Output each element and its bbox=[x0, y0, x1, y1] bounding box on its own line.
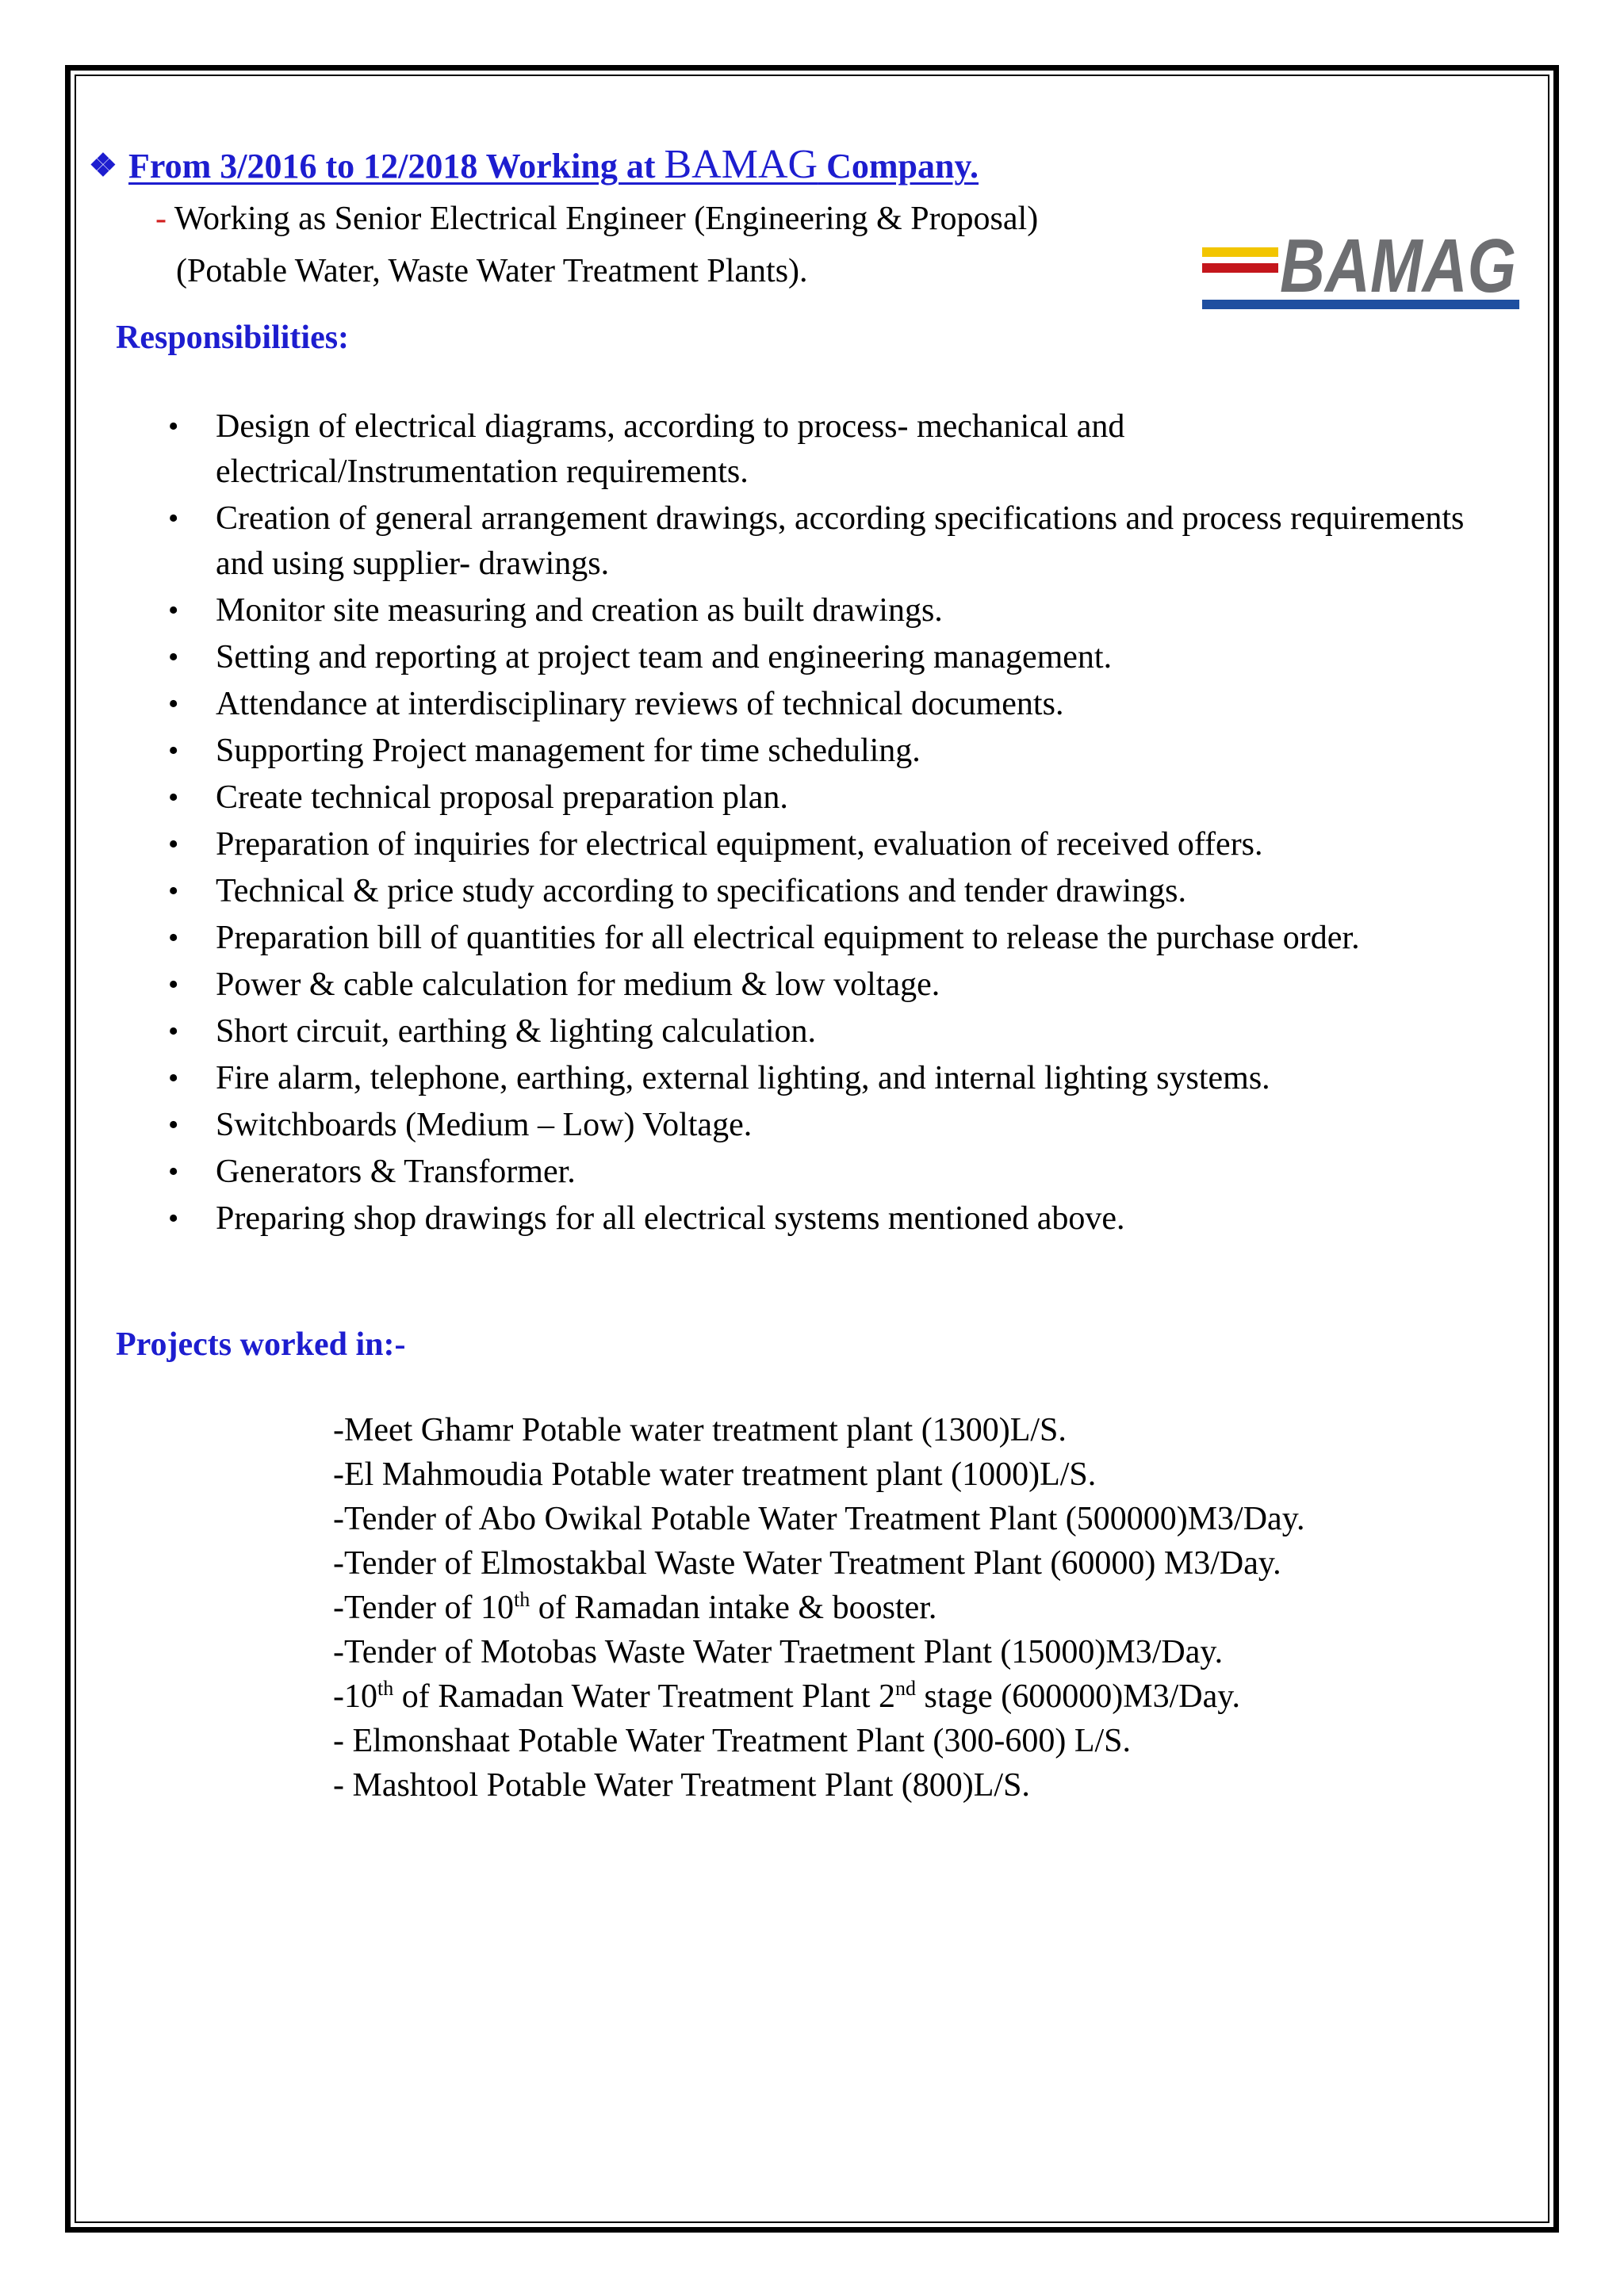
project-item bbox=[333, 1586, 1507, 1630]
diamond-bullet-icon: ❖ bbox=[89, 147, 117, 183]
role-text-1: Working as Senior Electrical Engineer (Engineering & Proposal) bbox=[167, 201, 1039, 237]
responsibilities-list bbox=[159, 404, 1475, 1243]
list-item bbox=[159, 916, 1475, 961]
list-item bbox=[159, 822, 1475, 867]
project-text: -Tender of 10 bbox=[333, 1590, 514, 1626]
job-heading bbox=[89, 141, 979, 188]
role-dash: - bbox=[155, 201, 167, 237]
project-text: stage (600000)M3/Day. bbox=[915, 1678, 1240, 1715]
list-item bbox=[159, 962, 1475, 1008]
bullet-icon: • bbox=[168, 734, 179, 767]
list-item-text: Preparing shop drawings for all electrical systems mentioned above. bbox=[216, 1200, 1125, 1237]
list-item bbox=[159, 1150, 1475, 1195]
projects-title: Projects worked in:- bbox=[116, 1326, 406, 1363]
list-item bbox=[159, 1009, 1475, 1054]
list-item bbox=[159, 1103, 1475, 1148]
list-item bbox=[159, 588, 1475, 633]
job-heading-prefix: From 3/2016 to 12/2018 Working at bbox=[128, 147, 665, 186]
project-item: -Tender of Motobas Waste Water Traetment Plant (15000)M3/Day. bbox=[333, 1634, 1224, 1670]
list-item-text: Attendance at interdisciplinary reviews of technical documents. bbox=[216, 686, 1064, 722]
job-heading-suffix: Company. bbox=[818, 147, 979, 186]
list-item-text: Power & cable calculation for medium & low voltage. bbox=[216, 966, 940, 1003]
bullet-icon: • bbox=[168, 1202, 179, 1235]
project-item bbox=[333, 1674, 1507, 1719]
list-item-text: Creation of general arrangement drawings, according specifications and process requirements and using supplier- drawings. bbox=[216, 500, 1465, 582]
list-item bbox=[159, 775, 1475, 821]
list-item bbox=[159, 682, 1475, 727]
bullet-icon: • bbox=[168, 641, 179, 674]
ordinal-suffix: nd bbox=[894, 1677, 916, 1700]
project-text: -10 bbox=[333, 1678, 377, 1715]
bullet-icon: • bbox=[168, 687, 179, 721]
list-item bbox=[159, 496, 1475, 587]
bullet-icon: • bbox=[168, 410, 179, 443]
list-item-text: Generators & Transformer. bbox=[216, 1154, 576, 1190]
list-item-text: Switchboards (Medium – Low) Voltage. bbox=[216, 1107, 753, 1143]
list-item bbox=[159, 869, 1475, 914]
project-text: of Ramadan Water Treatment Plant 2 bbox=[393, 1678, 895, 1715]
list-item bbox=[159, 635, 1475, 680]
list-item bbox=[159, 729, 1475, 774]
bullet-icon: • bbox=[168, 874, 179, 908]
bullet-icon: • bbox=[168, 1108, 179, 1142]
role-line-1 bbox=[155, 200, 1038, 238]
logo-red-bar bbox=[1202, 263, 1278, 273]
project-text: of Ramadan intake & booster. bbox=[530, 1590, 937, 1626]
projects-list bbox=[333, 1408, 1507, 1808]
project-item: -Tender of Elmostakbal Waste Water Treatment Plant (60000) M3/Day. bbox=[333, 1545, 1281, 1582]
list-item-text: Technical & price study according to specifications and tender drawings. bbox=[216, 873, 1186, 909]
bullet-icon: • bbox=[168, 594, 179, 627]
ordinal-suffix: th bbox=[513, 1588, 530, 1611]
bullet-icon: • bbox=[168, 968, 179, 1001]
role-line-2: (Potable Water, Waste Water Treatment Plants). bbox=[176, 253, 808, 289]
logo-yellow-bar bbox=[1202, 247, 1278, 257]
bullet-icon: • bbox=[168, 1155, 179, 1188]
bamag-logo bbox=[1202, 219, 1519, 312]
bullet-icon: • bbox=[168, 828, 179, 861]
project-item: -Meet Ghamr Potable water treatment plant (1300)L/S. bbox=[333, 1412, 1067, 1448]
list-item-text: Preparation bill of quantities for all electrical equipment to release the purchase order. bbox=[216, 920, 1360, 956]
list-item-text: Create technical proposal preparation plan. bbox=[216, 779, 788, 816]
bullet-icon: • bbox=[168, 781, 179, 814]
list-item-text: Design of electrical diagrams, according to process- mechanical and electrical/Instrumentation requirements. bbox=[216, 408, 1125, 490]
project-item: - Elmonshaat Potable Water Treatment Plant (300-600) L/S. bbox=[333, 1723, 1132, 1759]
project-item: -El Mahmoudia Potable water treatment plant (1000)L/S. bbox=[333, 1456, 1097, 1493]
list-item bbox=[159, 1196, 1475, 1242]
responsibilities-title: Responsibilities: bbox=[116, 320, 350, 356]
list-item-text: Supporting Project management for time scheduling. bbox=[216, 733, 921, 769]
job-heading-text bbox=[128, 142, 979, 187]
job-heading-company: BAMAG bbox=[664, 142, 818, 187]
bullet-icon: • bbox=[168, 921, 179, 955]
list-item bbox=[159, 1056, 1475, 1101]
list-item-text: Fire alarm, telephone, earthing, external lighting, and internal lighting systems. bbox=[216, 1060, 1270, 1096]
project-item: - Mashtool Potable Water Treatment Plant (800)L/S. bbox=[333, 1767, 1030, 1804]
bullet-icon: • bbox=[168, 502, 179, 535]
ordinal-suffix: th bbox=[377, 1677, 394, 1700]
list-item bbox=[159, 404, 1475, 495]
bullet-icon: • bbox=[168, 1062, 179, 1095]
bullet-icon: • bbox=[168, 1015, 179, 1048]
list-item-text: Preparation of inquiries for electrical equipment, evaluation of received offers. bbox=[216, 826, 1263, 863]
list-item-text: Monitor site measuring and creation as built drawings. bbox=[216, 592, 943, 629]
project-item: -Tender of Abo Owikal Potable Water Treatment Plant (500000)M3/Day. bbox=[333, 1501, 1305, 1537]
list-item-text: Setting and reporting at project team and engineering management. bbox=[216, 639, 1113, 675]
logo-text: BAMAG bbox=[1280, 224, 1516, 308]
list-item-text: Short circuit, earthing & lighting calculation. bbox=[216, 1013, 816, 1050]
